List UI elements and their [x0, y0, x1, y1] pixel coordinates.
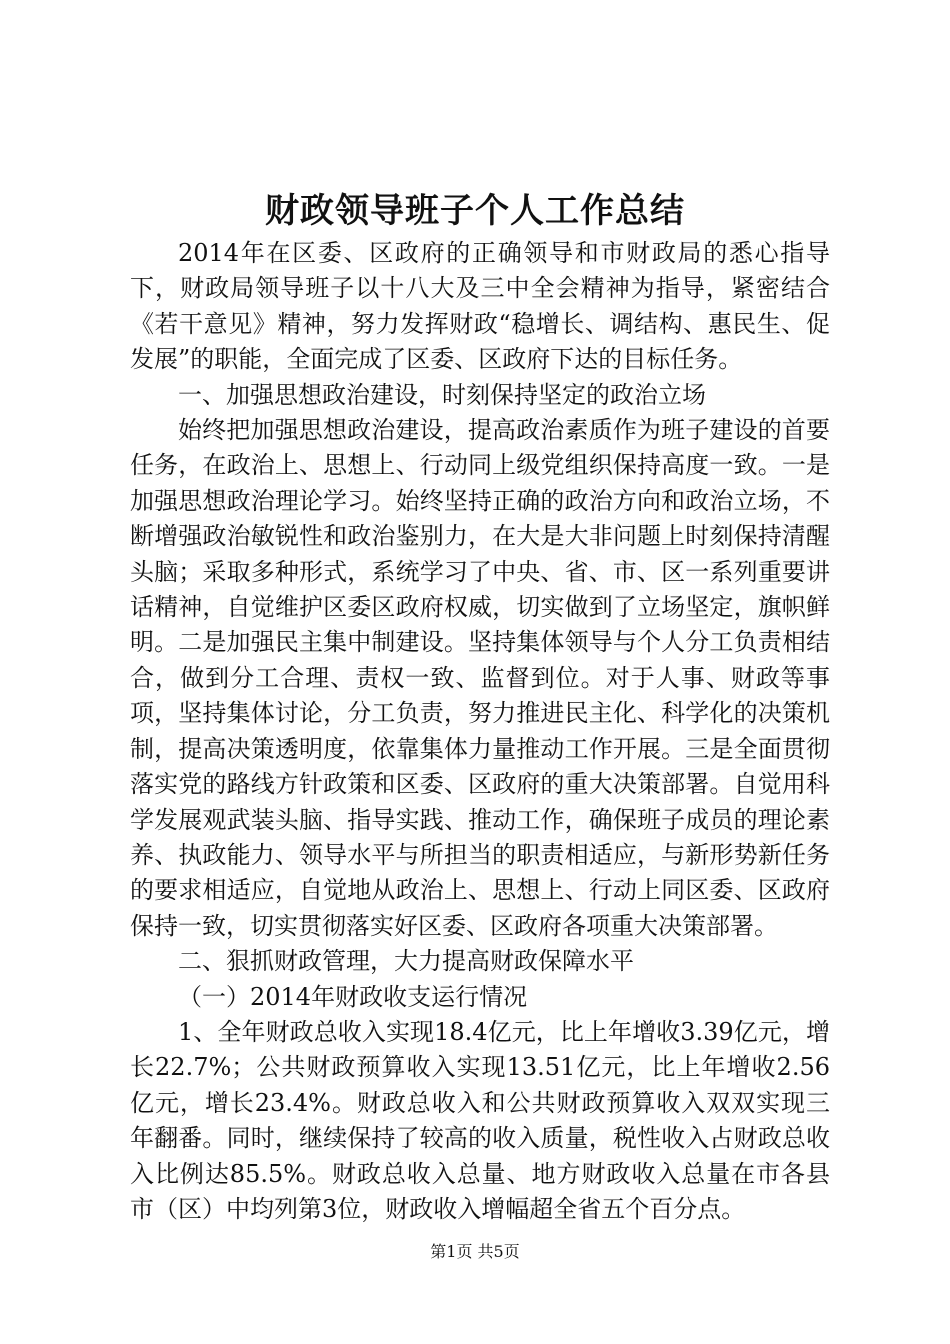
- revenue-paragraph: 1、全年财政总收入实现18.4亿元，比上年增收3.39亿元，增长22.7%；公共财政预算收入实现13.51亿元，比上年增收2.56亿元，增长23.4%。财政总收入和公共财政预算收入双双实现三年翻番。同时，继续保持了较高的收入质量，税性收入占财政总收入比例达85.5%。财政总收入总量、地方财政收入总量在市各县市（区）中均列第3位，财政收入增幅超全省五个百分点。: [130, 1017, 830, 1223]
- section-1-paragraph: 始终把加强思想政治建设，提高政治素质作为班子建设的首要任务，在政治上、思想上、行动同上级党组织保持高度一致。一是加强思想政治理论学习。始终坚持正确的政治方向和政治立场，不断增强政治敏锐性和政治鉴别力，在大是大非问题上时刻保持清醒头脑；采取多种形式，系统学习了中央、省、市、区一系列重要讲话精神，自觉维护区委区政府权威，切实做到了立场坚定，旗帜鲜明。二是加强民主集中制建设。坚持集体领导与个人分工负责相结合，做到分工合理、责权一致、监督到位。对于人事、财政等事项，坚持集体讨论，分工负责，努力推进民主化、科学化的决策机制，提高决策透明度，依靠集体力量推动工作开展。三是全面贯彻落实党的路线方针政策和区委、区政府的重大决策部署。自觉用科学发展观武装头脑、指导实践、推动工作，确保班子成员的理论素养、执政能力、领导水平与所担当的职责相适应，与新形势新任务的要求相适应，自觉地从政治上、思想上、行动上同区委、区政府保持一致，切实贯彻落实好区委、区政府各项重大决策部署。: [130, 416, 830, 940]
- intro-paragraph: 2014年在区委、区政府的正确领导和市财政局的悉心指导下，财政局领导班子以十八大及三中全会精神为指导，紧密结合《若干意见》精神，努力发挥财政“稳增长、调结构、惠民生、促发展”的职能，全面完成了区委、区政府下达的目标任务。: [130, 239, 830, 374]
- page-number: 第1页 共5页: [430, 1242, 520, 1261]
- document-body: [130, 236, 830, 1227]
- section-heading-2: 二、狠抓财政管理，大力提高财政保障水平: [178, 947, 634, 976]
- section-heading-1: 一、加强思想政治建设，时刻保持坚定的政治立场: [178, 380, 706, 409]
- subsection-heading-1: （一）2014年财政收支运行情况: [178, 982, 528, 1011]
- document-title: 财政领导班子个人工作总结: [265, 191, 685, 231]
